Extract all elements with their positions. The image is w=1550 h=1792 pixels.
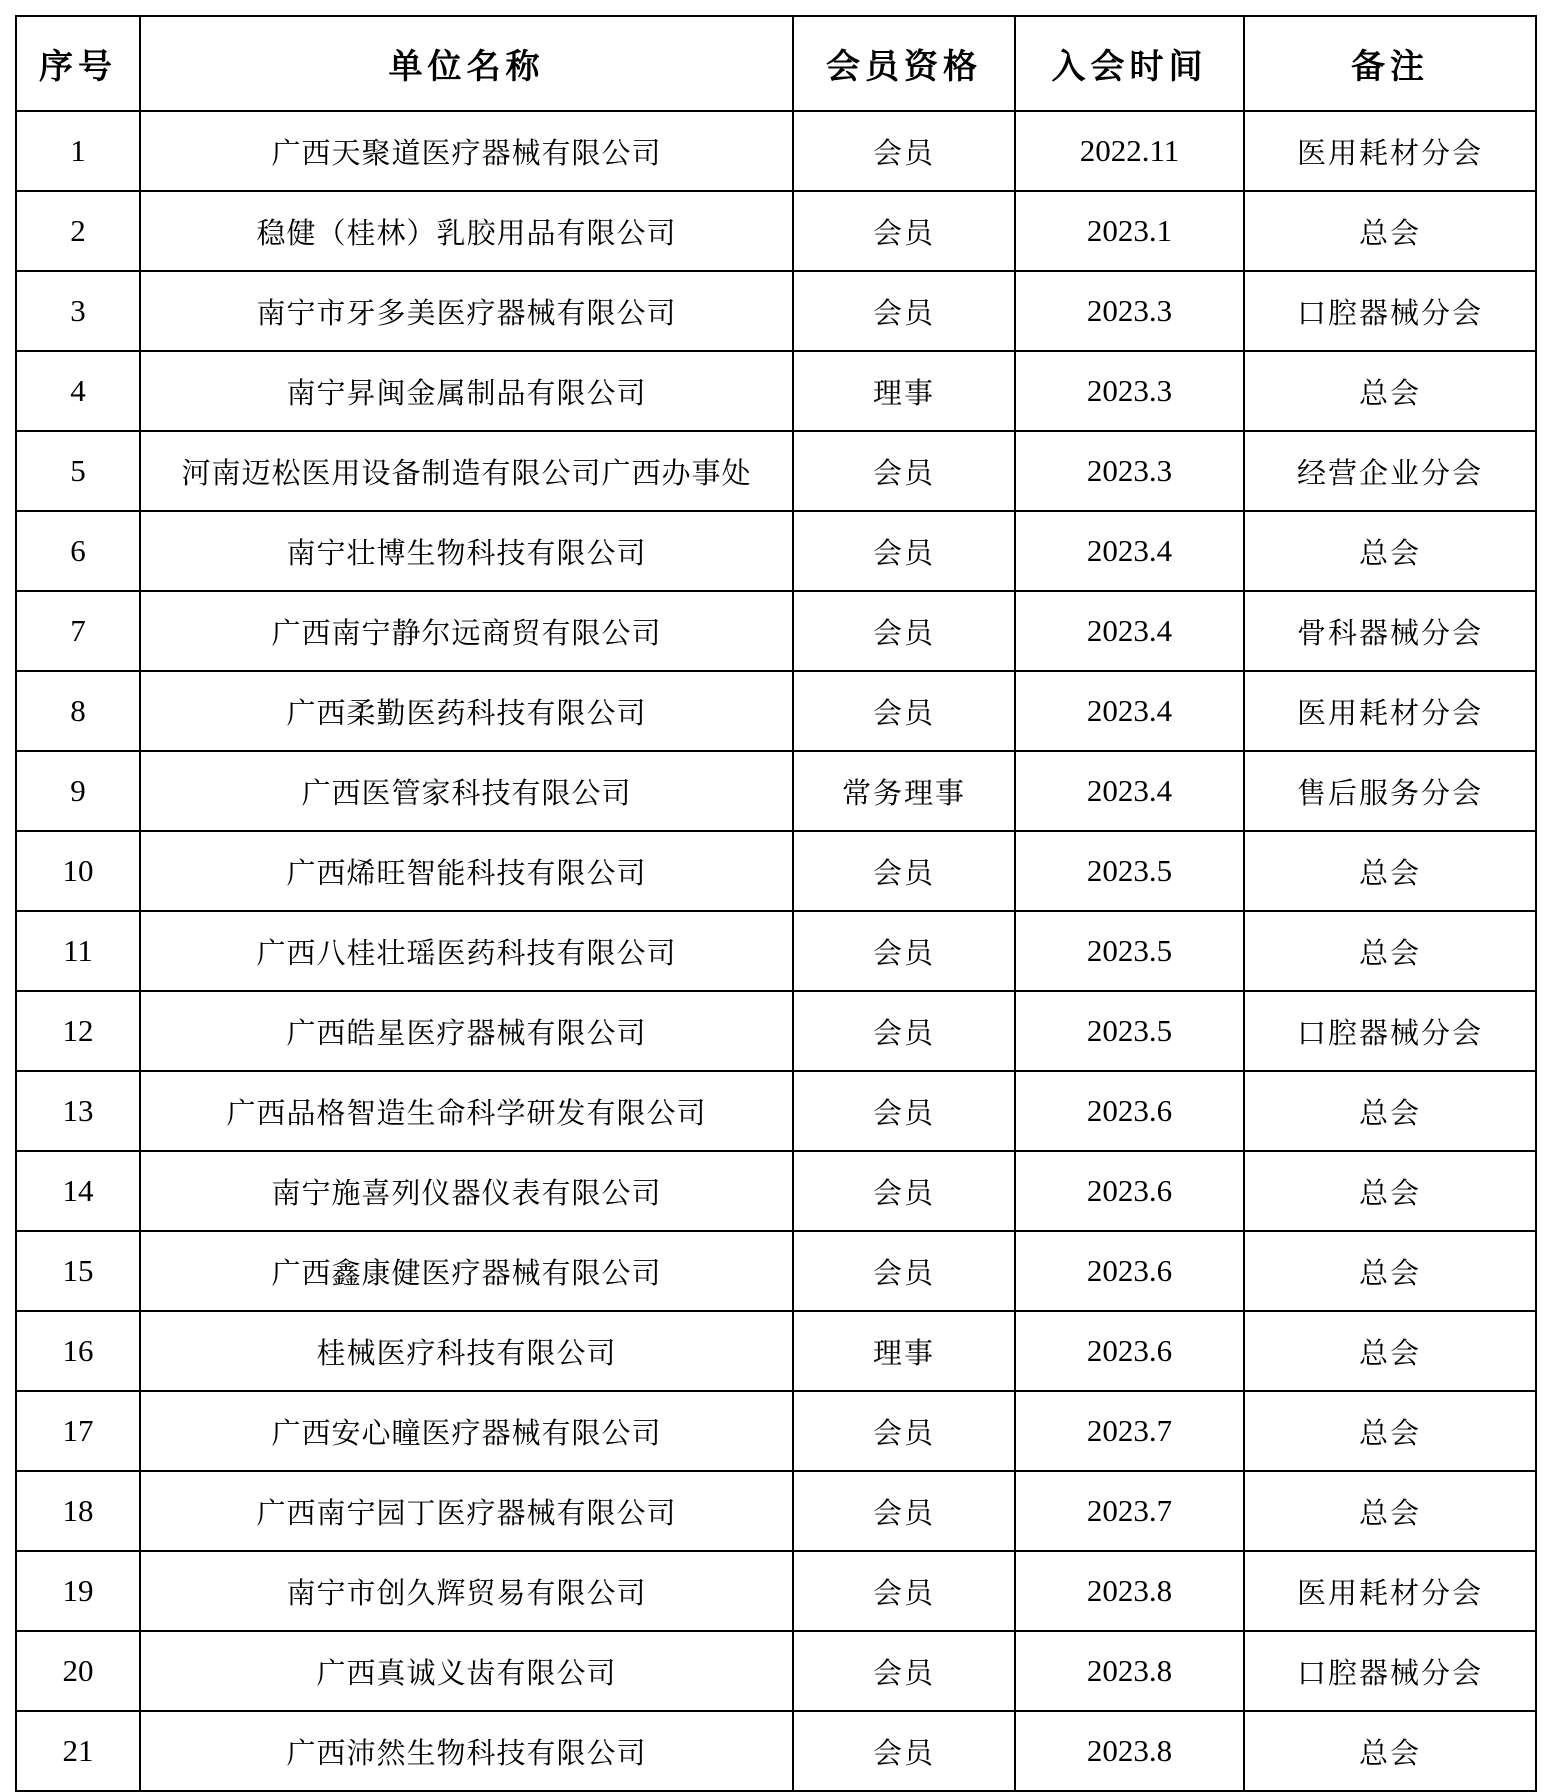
row-join-date-cell: 2023.3	[1015, 431, 1244, 511]
row-remarks-cell: 医用耗材分会	[1244, 671, 1536, 751]
table-row	[16, 991, 1536, 1071]
row-join-date-cell: 2023.3	[1015, 351, 1244, 431]
header-seq: 序号	[16, 16, 140, 111]
row-seq-cell: 9	[16, 751, 140, 831]
row-seq-cell: 20	[16, 1631, 140, 1711]
row-seq-cell: 19	[16, 1551, 140, 1631]
row-join-date-cell: 2023.8	[1015, 1711, 1244, 1791]
row-seq-cell: 11	[16, 911, 140, 991]
row-membership-cell: 会员	[793, 831, 1015, 911]
row-seq-cell: 15	[16, 1231, 140, 1311]
row-seq-cell: 13	[16, 1071, 140, 1151]
table-row	[16, 111, 1536, 191]
row-unit-name-cell: 广西八桂壮瑶医药科技有限公司	[140, 911, 793, 991]
row-unit-name-cell: 南宁壮博生物科技有限公司	[140, 511, 793, 591]
row-membership-cell: 会员	[793, 191, 1015, 271]
row-remarks-cell: 骨科器械分会	[1244, 591, 1536, 671]
row-join-date-cell: 2023.8	[1015, 1631, 1244, 1711]
row-membership-cell: 会员	[793, 1711, 1015, 1791]
table-row	[16, 1631, 1536, 1711]
row-remarks-cell: 总会	[1244, 1311, 1536, 1391]
row-remarks-cell: 总会	[1244, 511, 1536, 591]
row-remarks-cell: 经营企业分会	[1244, 431, 1536, 511]
row-membership-cell: 理事	[793, 351, 1015, 431]
header-row	[16, 16, 1536, 111]
row-seq-cell: 1	[16, 111, 140, 191]
row-seq-cell: 14	[16, 1151, 140, 1231]
table-row	[16, 1071, 1536, 1151]
row-membership-cell: 会员	[793, 1551, 1015, 1631]
row-membership-cell: 会员	[793, 1231, 1015, 1311]
row-membership-cell: 会员	[793, 911, 1015, 991]
header-join-date: 入会时间	[1015, 16, 1244, 111]
row-unit-name-cell: 广西鑫康健医疗器械有限公司	[140, 1231, 793, 1311]
row-seq-cell: 4	[16, 351, 140, 431]
row-remarks-cell: 口腔器械分会	[1244, 1631, 1536, 1711]
row-join-date-cell: 2023.1	[1015, 191, 1244, 271]
row-seq-cell: 8	[16, 671, 140, 751]
table-row	[16, 271, 1536, 351]
row-membership-cell: 会员	[793, 431, 1015, 511]
table-row	[16, 911, 1536, 991]
table-row	[16, 1711, 1536, 1791]
header-remarks: 备注	[1244, 16, 1536, 111]
table-row	[16, 511, 1536, 591]
table-row	[16, 671, 1536, 751]
row-membership-cell: 会员	[793, 991, 1015, 1071]
row-unit-name-cell: 广西品格智造生命科学研发有限公司	[140, 1071, 793, 1151]
row-membership-cell: 会员	[793, 271, 1015, 351]
row-remarks-cell: 总会	[1244, 191, 1536, 271]
row-membership-cell: 会员	[793, 1151, 1015, 1231]
row-remarks-cell: 总会	[1244, 1391, 1536, 1471]
row-remarks-cell: 医用耗材分会	[1244, 1551, 1536, 1631]
row-join-date-cell: 2023.6	[1015, 1151, 1244, 1231]
row-join-date-cell: 2023.5	[1015, 831, 1244, 911]
table-row	[16, 351, 1536, 431]
row-unit-name-cell: 广西真诚义齿有限公司	[140, 1631, 793, 1711]
row-membership-cell: 会员	[793, 1391, 1015, 1471]
row-membership-cell: 会员	[793, 111, 1015, 191]
table-row	[16, 751, 1536, 831]
row-membership-cell: 会员	[793, 1071, 1015, 1151]
row-seq-cell: 18	[16, 1471, 140, 1551]
row-unit-name-cell: 南宁昇闽金属制品有限公司	[140, 351, 793, 431]
table-row	[16, 191, 1536, 271]
row-remarks-cell: 总会	[1244, 1711, 1536, 1791]
row-unit-name-cell: 河南迈松医用设备制造有限公司广西办事处	[140, 431, 793, 511]
row-membership-cell: 会员	[793, 1631, 1015, 1711]
table-row	[16, 831, 1536, 911]
row-remarks-cell: 总会	[1244, 1151, 1536, 1231]
row-remarks-cell: 总会	[1244, 351, 1536, 431]
row-join-date-cell: 2023.6	[1015, 1231, 1244, 1311]
table-row	[16, 1231, 1536, 1311]
row-seq-cell: 6	[16, 511, 140, 591]
header-unit-name: 单位名称	[140, 16, 793, 111]
row-join-date-cell: 2023.3	[1015, 271, 1244, 351]
row-membership-cell: 会员	[793, 511, 1015, 591]
row-remarks-cell: 总会	[1244, 1471, 1536, 1551]
row-unit-name-cell: 广西南宁静尔远商贸有限公司	[140, 591, 793, 671]
row-membership-cell: 会员	[793, 671, 1015, 751]
row-membership-cell: 会员	[793, 1471, 1015, 1551]
row-remarks-cell: 总会	[1244, 831, 1536, 911]
table-row	[16, 1151, 1536, 1231]
row-membership-cell: 理事	[793, 1311, 1015, 1391]
row-unit-name-cell: 广西皓星医疗器械有限公司	[140, 991, 793, 1071]
row-join-date-cell: 2023.4	[1015, 511, 1244, 591]
row-seq-cell: 5	[16, 431, 140, 511]
row-remarks-cell: 总会	[1244, 1071, 1536, 1151]
row-join-date-cell: 2023.6	[1015, 1311, 1244, 1391]
row-membership-cell: 常务理事	[793, 751, 1015, 831]
row-unit-name-cell: 稳健（桂林）乳胶用品有限公司	[140, 191, 793, 271]
member-table	[15, 15, 1537, 1792]
table-row	[16, 591, 1536, 671]
row-seq-cell: 17	[16, 1391, 140, 1471]
table-row	[16, 1391, 1536, 1471]
row-unit-name-cell: 广西南宁园丁医疗器械有限公司	[140, 1471, 793, 1551]
row-seq-cell: 2	[16, 191, 140, 271]
row-seq-cell: 10	[16, 831, 140, 911]
table-row	[16, 1311, 1536, 1391]
row-join-date-cell: 2023.6	[1015, 1071, 1244, 1151]
row-unit-name-cell: 广西沛然生物科技有限公司	[140, 1711, 793, 1791]
row-remarks-cell: 口腔器械分会	[1244, 991, 1536, 1071]
row-join-date-cell: 2023.4	[1015, 671, 1244, 751]
row-unit-name-cell: 南宁市创久辉贸易有限公司	[140, 1551, 793, 1631]
row-seq-cell: 21	[16, 1711, 140, 1791]
row-seq-cell: 16	[16, 1311, 140, 1391]
row-remarks-cell: 医用耗材分会	[1244, 111, 1536, 191]
row-remarks-cell: 总会	[1244, 1231, 1536, 1311]
table-body	[16, 111, 1536, 1791]
row-join-date-cell: 2023.8	[1015, 1551, 1244, 1631]
row-unit-name-cell: 广西柔勤医药科技有限公司	[140, 671, 793, 751]
row-unit-name-cell: 南宁市牙多美医疗器械有限公司	[140, 271, 793, 351]
row-membership-cell: 会员	[793, 591, 1015, 671]
row-join-date-cell: 2023.4	[1015, 591, 1244, 671]
row-join-date-cell: 2023.5	[1015, 991, 1244, 1071]
row-join-date-cell: 2023.7	[1015, 1471, 1244, 1551]
row-remarks-cell: 售后服务分会	[1244, 751, 1536, 831]
row-unit-name-cell: 广西医管家科技有限公司	[140, 751, 793, 831]
row-unit-name-cell: 广西天聚道医疗器械有限公司	[140, 111, 793, 191]
table-row	[16, 1471, 1536, 1551]
row-join-date-cell: 2023.7	[1015, 1391, 1244, 1471]
row-seq-cell: 12	[16, 991, 140, 1071]
header-membership: 会员资格	[793, 16, 1015, 111]
table-row	[16, 431, 1536, 511]
row-seq-cell: 3	[16, 271, 140, 351]
row-join-date-cell: 2023.5	[1015, 911, 1244, 991]
table-row	[16, 1551, 1536, 1631]
row-unit-name-cell: 桂械医疗科技有限公司	[140, 1311, 793, 1391]
row-seq-cell: 7	[16, 591, 140, 671]
row-unit-name-cell: 广西烯旺智能科技有限公司	[140, 831, 793, 911]
row-remarks-cell: 口腔器械分会	[1244, 271, 1536, 351]
row-unit-name-cell: 广西安心瞳医疗器械有限公司	[140, 1391, 793, 1471]
row-join-date-cell: 2023.4	[1015, 751, 1244, 831]
row-unit-name-cell: 南宁施喜列仪器仪表有限公司	[140, 1151, 793, 1231]
row-join-date-cell: 2022.11	[1015, 111, 1244, 191]
row-remarks-cell: 总会	[1244, 911, 1536, 991]
